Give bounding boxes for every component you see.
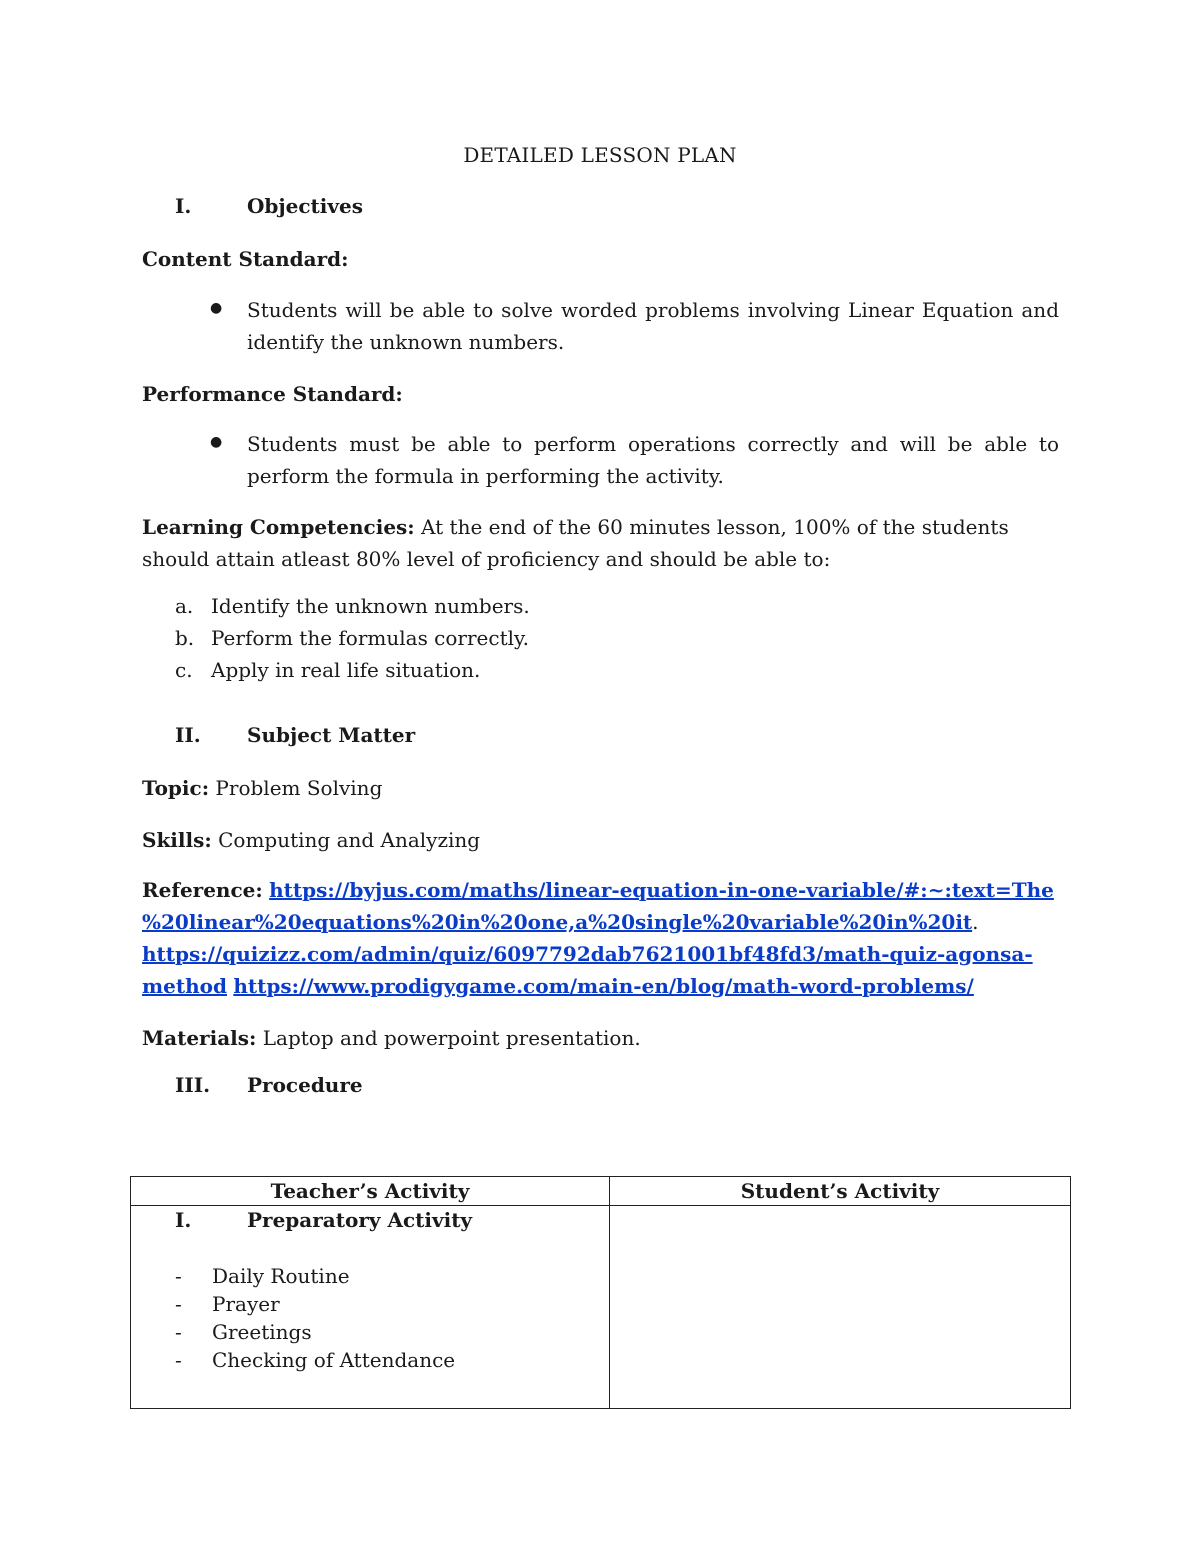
content-standard-label: Content Standard:: [142, 247, 349, 271]
reference-line-2: [142, 906, 1060, 938]
list-item: - Checking of Attendance: [175, 1348, 456, 1372]
skills-label: Skills:: [142, 828, 212, 852]
student-activity-cell: [610, 1206, 1071, 1409]
reference-line-3: [142, 938, 1060, 970]
competency-item: Perform the formulas correctly.: [211, 626, 530, 650]
topic-line: [142, 772, 1060, 804]
list-item: - Greetings: [175, 1320, 312, 1344]
reference-line-4: [142, 970, 1060, 1002]
section-number: I.: [175, 194, 192, 218]
materials-value: Laptop and powerpoint presentation.: [256, 1026, 641, 1050]
section-number: II.: [175, 723, 201, 747]
learning-competencies-text: At the end of the 60 minutes lesson, 100% of the students should attain atleast 80% level of proficiency and should be able to:: [142, 515, 1009, 571]
list-item: - Daily Routine: [175, 1264, 350, 1288]
list-item: - Prayer: [175, 1292, 280, 1316]
competency-item: Apply in real life situation.: [211, 658, 481, 682]
content-standard-bullet: Students will be able to solve worded problems involving Linear Equation and identify the unknown numbers.: [247, 298, 1059, 354]
competency-item: Identify the unknown numbers.: [211, 594, 530, 618]
document-title: DETAILED LESSON PLAN: [463, 143, 737, 167]
reference-block: [142, 874, 1060, 1002]
topic-label: Topic:: [142, 776, 210, 800]
materials-line: [142, 1022, 1060, 1054]
competency-letter: a.: [175, 594, 194, 618]
section-objectives: [175, 194, 363, 218]
section-number: III.: [175, 1073, 211, 1097]
reference-link-byjus[interactable]: https://byjus.com/maths/linear-equation-in-one-variable/#:~:text=The: [269, 878, 1054, 902]
reference-link-byjus-cont[interactable]: %20linear%20equations%20in%20one,a%20single%20variable%20in%20it: [142, 910, 973, 934]
preparatory-list: [175, 1262, 455, 1374]
student-activity-header: Student’s Activity: [610, 1177, 1071, 1206]
activity-number: I.: [175, 1208, 192, 1232]
performance-standard-label: Performance Standard:: [142, 382, 403, 406]
skills-line: [142, 824, 1060, 856]
teacher-activity-header: Teacher’s Activity: [131, 1177, 610, 1206]
section-label: Subject Matter: [247, 723, 416, 747]
activity-table: [130, 1176, 1071, 1409]
topic-value: Problem Solving: [209, 776, 383, 800]
learning-competencies: [142, 511, 1060, 575]
skills-value: Computing and Analyzing: [211, 828, 481, 852]
learning-competencies-label: Learning Competencies:: [142, 515, 415, 539]
activity-heading-label: Preparatory Activity: [247, 1208, 473, 1232]
reference-link-quizizz[interactable]: https://quizizz.com/admin/quiz/6097792dab7621001bf48fd3/math-quiz-agonsa-: [142, 942, 1033, 966]
reference-link-quizizz-cont[interactable]: method: [142, 974, 227, 998]
materials-label: Materials:: [142, 1026, 257, 1050]
bullet-icon: ●: [210, 300, 223, 316]
teacher-activity-cell: [131, 1206, 610, 1409]
competency-letter: c.: [175, 658, 193, 682]
section-subject-matter: [175, 723, 415, 747]
reference-line-1: [142, 874, 1060, 906]
bullet-icon: ●: [210, 434, 223, 450]
table-row: [131, 1206, 1071, 1409]
section-label: Procedure: [247, 1073, 363, 1097]
section-procedure: [175, 1073, 363, 1097]
reference-label: Reference:: [142, 878, 263, 902]
competency-letter: b.: [175, 626, 195, 650]
preparatory-activity-heading: [175, 1208, 472, 1232]
section-label: Objectives: [247, 194, 363, 218]
performance-standard-bullet: Students must be able to perform operations correctly and will be able to perform the formula in performing the activity.: [247, 432, 1059, 488]
table-header-row: [131, 1177, 1071, 1206]
reference-trail: .: [972, 910, 979, 934]
reference-link-prodigy[interactable]: https://www.prodigygame.com/main-en/blog/math-word-problems/: [233, 974, 974, 998]
